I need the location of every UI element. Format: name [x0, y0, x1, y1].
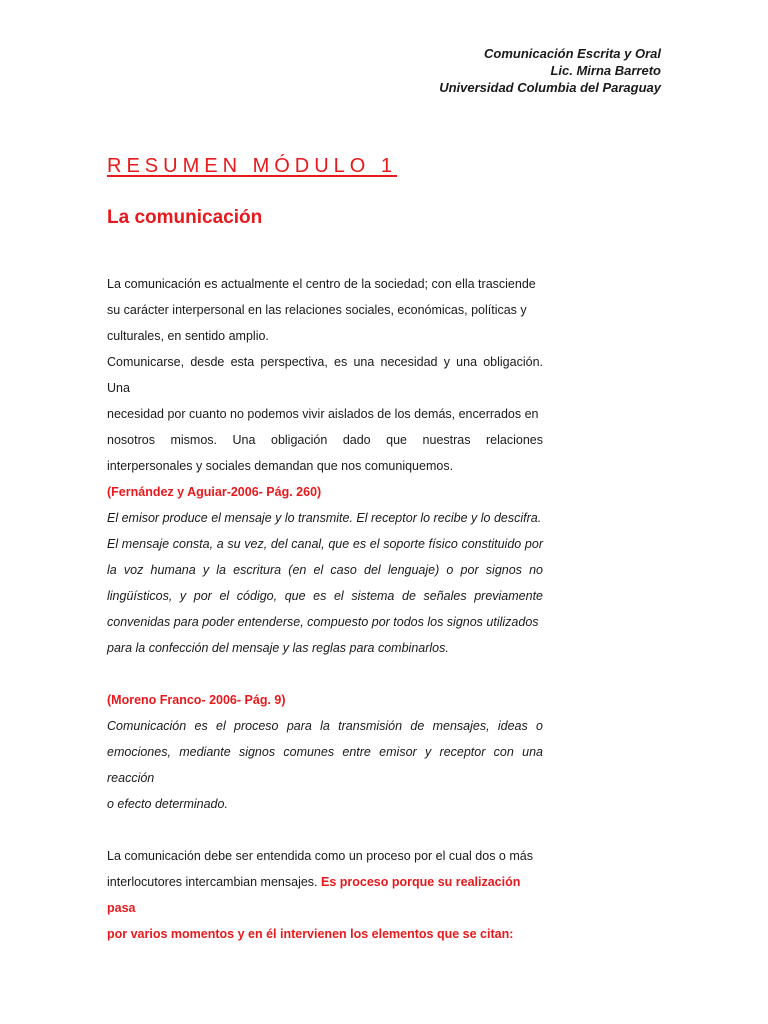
- page-title: RESUMEN MÓDULO 1: [107, 155, 398, 177]
- quote-line: El mensaje consta, a su vez, del canal, que es el soporte físico constituido por: [107, 537, 543, 551]
- closing-line-highlight: por varios momentos y en él intervienen los elementos que se citan:: [107, 927, 514, 941]
- intro-line: interpersonales y sociales demandan que nos comuniquemos.: [107, 459, 454, 473]
- course-name: Comunicación Escrita y Oral: [483, 46, 661, 61]
- quote-line: emociones, mediante signos comunes entre emisor y receptor con una reacción: [107, 745, 543, 785]
- intro-line: culturales, en sentido amplio.: [107, 329, 269, 343]
- citation-source: (Fernández y Aguiar-2006- Pág. 260): [107, 485, 322, 499]
- intro-section: [107, 271, 543, 479]
- intro-line: su carácter interpersonal en las relaciones sociales, económicas, políticas y: [107, 303, 527, 317]
- section-heading: La comunicación: [107, 207, 263, 228]
- quote-line: Comunicación es el proceso para la transmisión de mensajes, ideas o: [107, 719, 543, 733]
- document-header: [439, 45, 661, 96]
- intro-line: nosotros mismos. Una obligación dado que nuestras relaciones: [107, 433, 543, 447]
- closing-text-plain: interlocutores intercambian mensajes.: [107, 875, 321, 889]
- closing-line: [107, 869, 543, 921]
- quote-line: lingüísticos, y por el código, que es el sistema de señales previamente: [107, 589, 543, 603]
- citation-fernandez: [107, 479, 543, 661]
- closing-line: La comunicación debe ser entendida como un proceso por el cual dos o más: [107, 849, 533, 863]
- citation-source: (Moreno Franco- 2006- Pág. 9): [107, 693, 286, 707]
- university-name: Universidad Columbia del Paraguay: [439, 80, 661, 95]
- teacher-name: Lic. Mirna Barreto: [550, 63, 661, 78]
- intro-line: La comunicación es actualmente el centro de la sociedad; con ella trasciende: [107, 277, 536, 291]
- quote-line: El emisor produce el mensaje y lo transmite. El receptor lo recibe y lo descifra.: [107, 511, 542, 525]
- closing-text-highlight: Es proceso porque su realización pasa: [107, 875, 521, 915]
- intro-line: necesidad por cuanto no podemos vivir aislados de los demás, encerrados en: [107, 407, 539, 421]
- quote-line: la voz humana y la escritura (en el caso del lenguaje) o por signos no: [107, 563, 543, 577]
- intro-line: Comunicarse, desde esta perspectiva, es una necesidad y una obligación. Una: [107, 355, 543, 395]
- quote-line: o efecto determinado.: [107, 797, 228, 811]
- quote-line: para la confección del mensaje y las reglas para combinarlos.: [107, 641, 449, 655]
- quote-line: convenidas para poder entenderse, compuesto por todos los signos utilizados: [107, 615, 539, 629]
- closing-section: [107, 843, 543, 947]
- citation-moreno: [107, 687, 543, 817]
